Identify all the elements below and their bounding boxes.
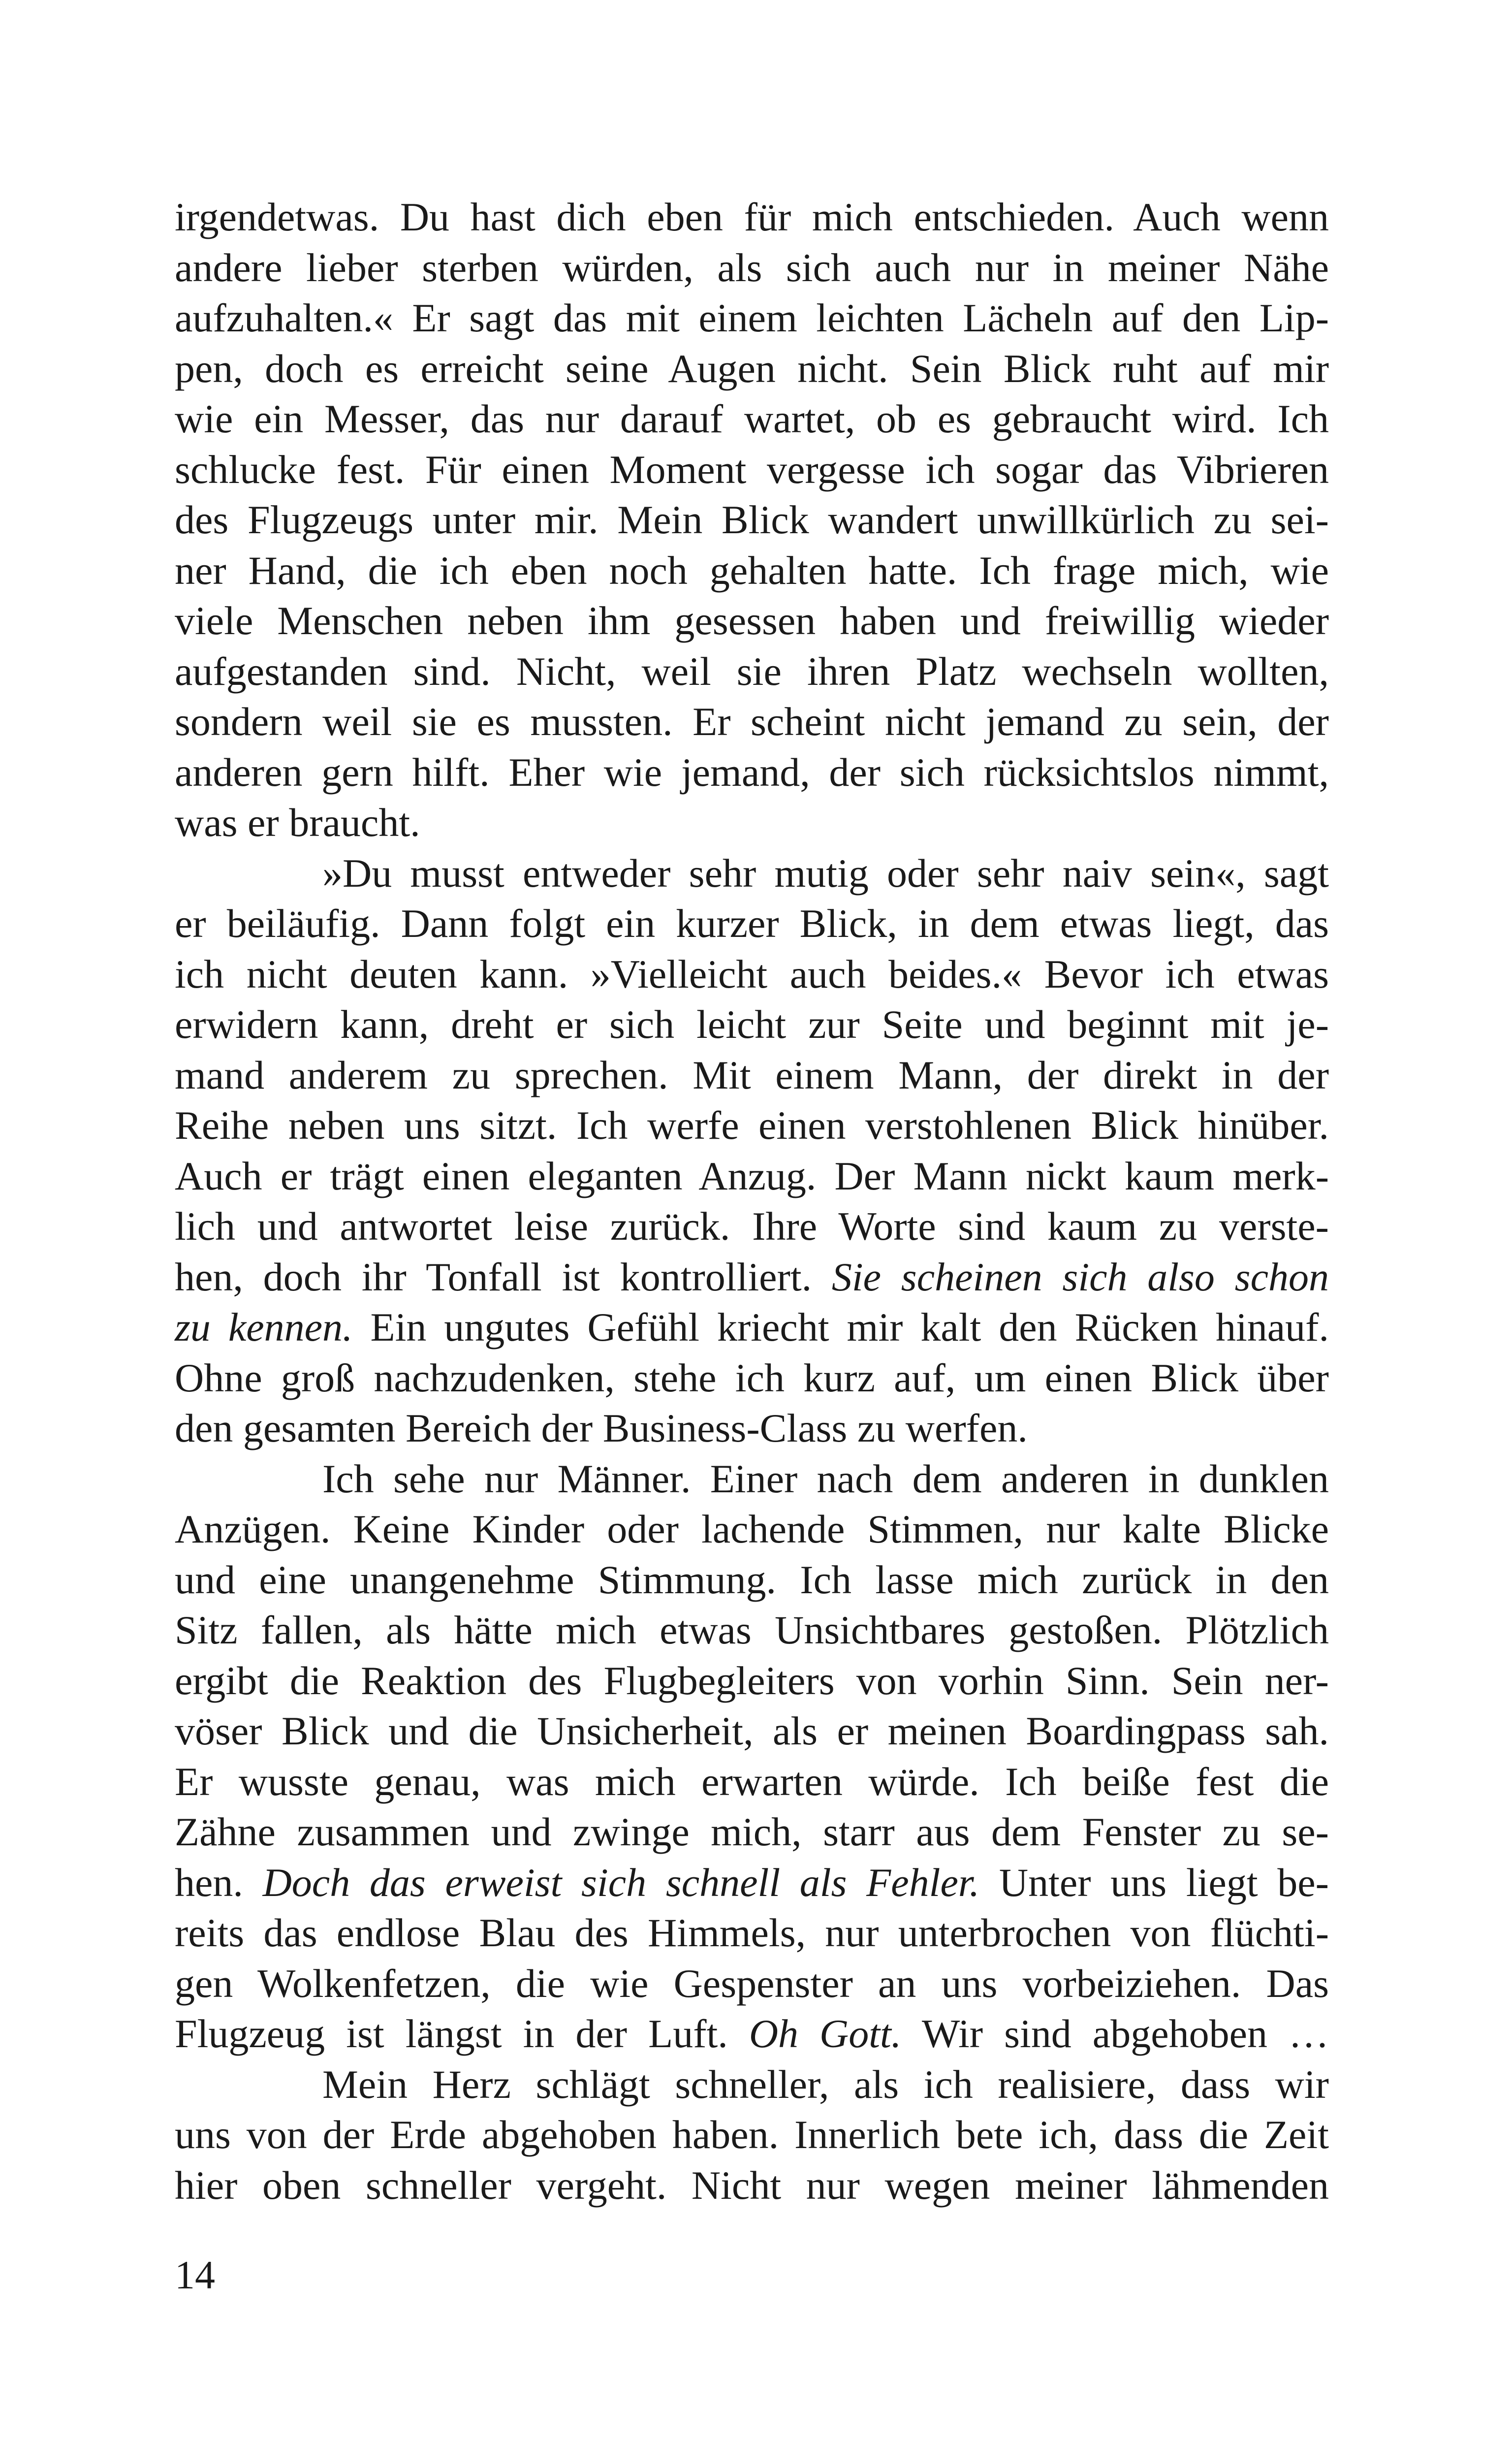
text-line (175, 445, 1329, 495)
text-line (175, 2160, 1329, 2211)
text-line (175, 747, 1329, 798)
text-segment: uns von der Erde abgehoben haben. Innerlich bete ich, dass die Zeit (175, 2112, 1329, 2157)
text-line (175, 394, 1329, 445)
text-segment: mand anderem zu sprechen. Mit einem Mann, der direkt in der (175, 1052, 1329, 1097)
text-segment: Wir sind abgehoben … (901, 2011, 1329, 2056)
text-segment: den gesamten Bereich der Business-Class zu werfen. (175, 1406, 1028, 1450)
text-segment: Mein Herz schlägt schneller, als ich realisiere, dass wir (322, 2061, 1329, 2107)
text-segment: erwidern kann, dreht er sich leicht zur Seite und beginnt mit je- (175, 1002, 1329, 1047)
text-line (175, 243, 1329, 293)
text-segment: Ich sehe nur Männer. Einer nach dem anderen in dunklen (322, 1456, 1329, 1501)
text-segment: pen, doch es erreicht seine Augen nicht. Sein Blick ruht auf mir (175, 346, 1329, 391)
text-segment: Reihe neben uns sitzt. Ich werfe einen verstohlenen Blick hinüber. (175, 1103, 1329, 1148)
text-line (175, 1151, 1329, 1202)
text-segment: was er braucht. (175, 800, 420, 845)
text-segment: Ein ungutes Gefühl kriecht mir kalt den Rücken hinauf. (352, 1305, 1329, 1350)
text-line (175, 1252, 1329, 1303)
text-line (175, 1858, 1329, 1908)
text-segment: viele Menschen neben ihm gesessen haben und freiwillig wieder (175, 598, 1329, 643)
text-line (175, 798, 1329, 848)
text-line (175, 1201, 1329, 1252)
text-line (175, 495, 1329, 546)
text-segment: anderen gern hilft. Eher wie jemand, der sich rücksichtslos nimmt, (175, 749, 1329, 795)
text-segment: des Flugzeugs unter mir. Mein Blick wandert unwillkürlich zu sei- (175, 497, 1329, 542)
text-line (175, 1555, 1329, 1606)
text-line (175, 1454, 1329, 1505)
text-line (175, 949, 1329, 1000)
text-segment: hen, doch ihr Tonfall ist kontrolliert. (175, 1254, 832, 1299)
text-line (175, 646, 1329, 697)
text-segment: Zähne zusammen und zwinge mich, starr aus dem Fenster zu se- (175, 1809, 1329, 1854)
text-line (175, 2059, 1329, 2110)
text-line (175, 2009, 1329, 2059)
text-segment: Anzügen. Keine Kinder oder lachende Stimmen, nur kalte Blicke (175, 1507, 1329, 1551)
text-line (175, 1302, 1329, 1353)
text-line (175, 1757, 1329, 1807)
text-segment: Sitz fallen, als hätte mich etwas Unsichtbares gestoßen. Plötzlich (175, 1607, 1329, 1652)
text-line (175, 596, 1329, 646)
text-line (175, 2110, 1329, 2160)
text-segment: schlucke fest. Für einen Moment vergesse ich sogar das Vibrieren (175, 447, 1329, 492)
text-segment: Er wusste genau, was mich erwarten würde. Ich beiße fest die (175, 1759, 1329, 1804)
italic-text-segment: Sie scheinen sich also schon (831, 1254, 1329, 1299)
text-line (175, 192, 1329, 243)
text-line (175, 848, 1329, 899)
text-segment: sondern weil sie es mussten. Er scheint nicht jemand zu sein, der (175, 699, 1329, 744)
text-segment: vöser Blick und die Unsicherheit, als er meinen Boardingpass sah. (175, 1708, 1329, 1753)
text-segment: ergibt die Reaktion des Flugbegleiters von vorhin Sinn. Sein ner- (175, 1658, 1329, 1703)
text-line (175, 344, 1329, 394)
text-segment: lich und antwortet leise zurück. Ihre Worte sind kaum zu verste- (175, 1204, 1329, 1249)
text-segment: reits das endlose Blau des Himmels, nur unterbrochen von flüchti- (175, 1910, 1329, 1955)
text-segment: Unter uns liegt be- (979, 1860, 1329, 1905)
body-text (175, 192, 1329, 2211)
text-segment: »Du musst entweder sehr mutig oder sehr naiv sein«, sagt (322, 850, 1329, 896)
text-line (175, 293, 1329, 344)
italic-text-segment: Doch das erweist sich schnell als Fehler. (262, 1860, 980, 1905)
text-line (175, 697, 1329, 747)
text-segment: aufzuhalten.« Er sagt das mit einem leichten Lächeln auf den Lip- (175, 295, 1329, 340)
text-line (175, 1100, 1329, 1151)
text-segment: hier oben schneller vergeht. Nicht nur wegen meiner lähmenden (175, 2162, 1329, 2208)
text-line (175, 999, 1329, 1050)
text-line (175, 1605, 1329, 1656)
italic-text-segment: zu kennen. (175, 1305, 353, 1350)
text-line (175, 1403, 1329, 1454)
text-line (175, 1807, 1329, 1858)
text-line (175, 1656, 1329, 1706)
text-segment: und eine unangenehme Stimmung. Ich lasse mich zurück in den (175, 1557, 1329, 1602)
text-line (175, 1353, 1329, 1404)
text-segment: Ohne groß nachzudenken, stehe ich kurz auf, um einen Blick über (175, 1355, 1329, 1400)
text-line (175, 1908, 1329, 1959)
text-line (175, 1050, 1329, 1101)
text-line (175, 546, 1329, 596)
text-segment: Auch er trägt einen eleganten Anzug. Der Mann nickt kaum merk- (175, 1153, 1329, 1198)
text-segment: aufgestanden sind. Nicht, weil sie ihren Platz wechseln wollten, (175, 648, 1329, 694)
text-segment: ner Hand, die ich eben noch gehalten hatte. Ich frage mich, wie (175, 547, 1329, 593)
italic-text-segment: Oh Gott. (749, 2011, 902, 2056)
text-line (175, 1504, 1329, 1555)
text-line (175, 1959, 1329, 2009)
text-line (175, 1706, 1329, 1757)
text-segment: er beiläufig. Dann folgt ein kurzer Blick, in dem etwas liegt, das (175, 901, 1329, 946)
text-segment: andere lieber sterben würden, als sich auch nur in meiner Nähe (175, 245, 1329, 290)
text-segment: gen Wolkenfetzen, die wie Gespenster an uns vorbeiziehen. Das (175, 1961, 1329, 2006)
text-segment: ich nicht deuten kann. »Vielleicht auch beides.« Bevor ich etwas (175, 951, 1329, 996)
text-segment: Flugzeug ist längst in der Luft. (175, 2011, 749, 2056)
page-number: 14 (175, 2252, 215, 2297)
text-segment: irgendetwas. Du hast dich eben für mich entschieden. Auch wenn (175, 194, 1329, 239)
text-segment: hen. (175, 1860, 263, 1905)
text-segment: wie ein Messer, das nur darauf wartet, ob es gebraucht wird. Ich (175, 396, 1329, 441)
text-line (175, 899, 1329, 949)
